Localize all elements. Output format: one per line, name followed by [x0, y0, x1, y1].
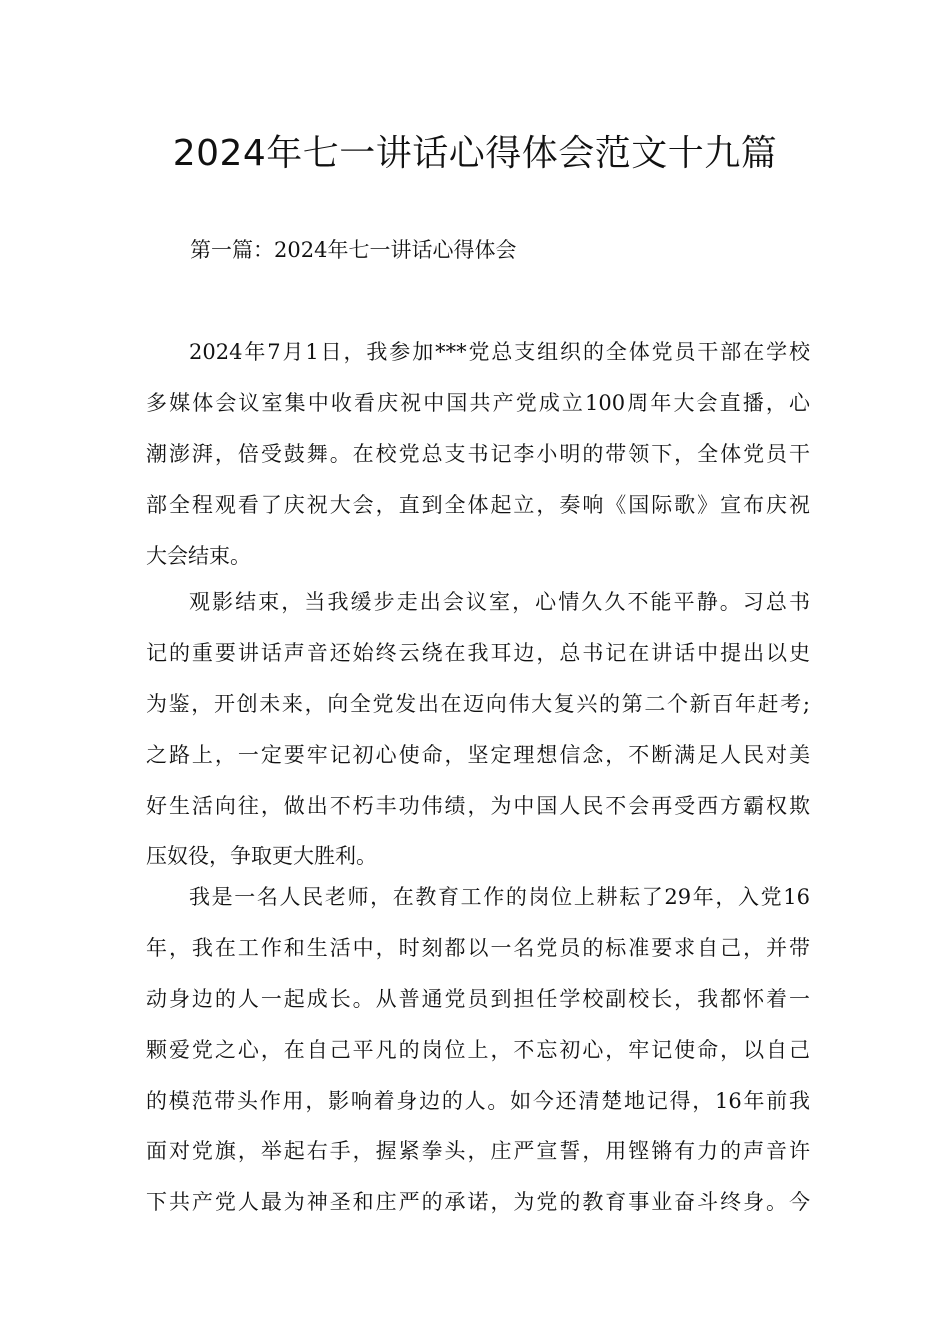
paragraph-line: 观影结束，当我缓步走出会议室，心情久久不能平静。习总书	[189, 590, 810, 614]
paragraph-line: 为鉴，开创未来，向全党发出在迈向伟大复兴的第二个新百年赶考;	[146, 691, 810, 716]
paragraph-3	[146, 872, 810, 1228]
paragraph-line: 记的重要讲话声音还始终云绕在我耳边，总书记在讲话中提出以史	[146, 640, 810, 665]
paragraph-line: 面对党旗，举起右手，握紧拳头，庄严宣誓，用铿锵有力的声音许	[146, 1139, 810, 1164]
paragraph-line: 潮澎湃，倍受鼓舞。在校党总支书记李小明的带领下，全体党员干	[146, 441, 810, 466]
paragraph-line: 颗爱党之心，在自己平凡的岗位上，不忘初心，牢记使命，以自己	[146, 1037, 810, 1062]
paragraph-line: 我是一名人民老师，在教育工作的岗位上耕耘了29年，入党16	[189, 885, 810, 909]
paragraph-line: 多媒体会议室集中收看庆祝中国共产党成立100周年大会直播，心	[146, 390, 810, 415]
paragraph-line: 压奴役，争取更大胜利。	[146, 844, 377, 869]
paragraph-line: 大会结束。	[146, 543, 251, 568]
paragraph-line: 之路上，一定要牢记初心使命，坚定理想信念，不断满足人民对美	[146, 742, 810, 767]
paragraph-2	[146, 577, 810, 882]
paragraph-line: 2024年7月1日，我参加***党总支组织的全体党员干部在学校	[189, 340, 810, 364]
document-title: 2024年七一讲话心得体会范文十九篇	[172, 133, 778, 174]
paragraph-1	[146, 327, 810, 581]
paragraph-line: 好生活向往，做出不朽丰功伟绩，为中国人民不会再受西方霸权欺	[146, 793, 810, 818]
section-heading: 第一篇：2024年七一讲话心得体会	[190, 238, 517, 262]
paragraph-line: 的模范带头作用，影响着身边的人。如今还清楚地记得，16年前我	[146, 1088, 810, 1113]
paragraph-line: 年，我在工作和生活中，时刻都以一名党员的标准要求自己，并带	[146, 935, 810, 960]
paragraph-line: 动身边的人一起成长。从普通党员到担任学校副校长，我都怀着一	[146, 986, 810, 1011]
paragraph-line: 下共产党人最为神圣和庄严的承诺，为党的教育事业奋斗终身。今	[146, 1190, 810, 1215]
paragraph-line: 部全程观看了庆祝大会，直到全体起立，奏响《国际歌》宣布庆祝	[146, 492, 810, 517]
